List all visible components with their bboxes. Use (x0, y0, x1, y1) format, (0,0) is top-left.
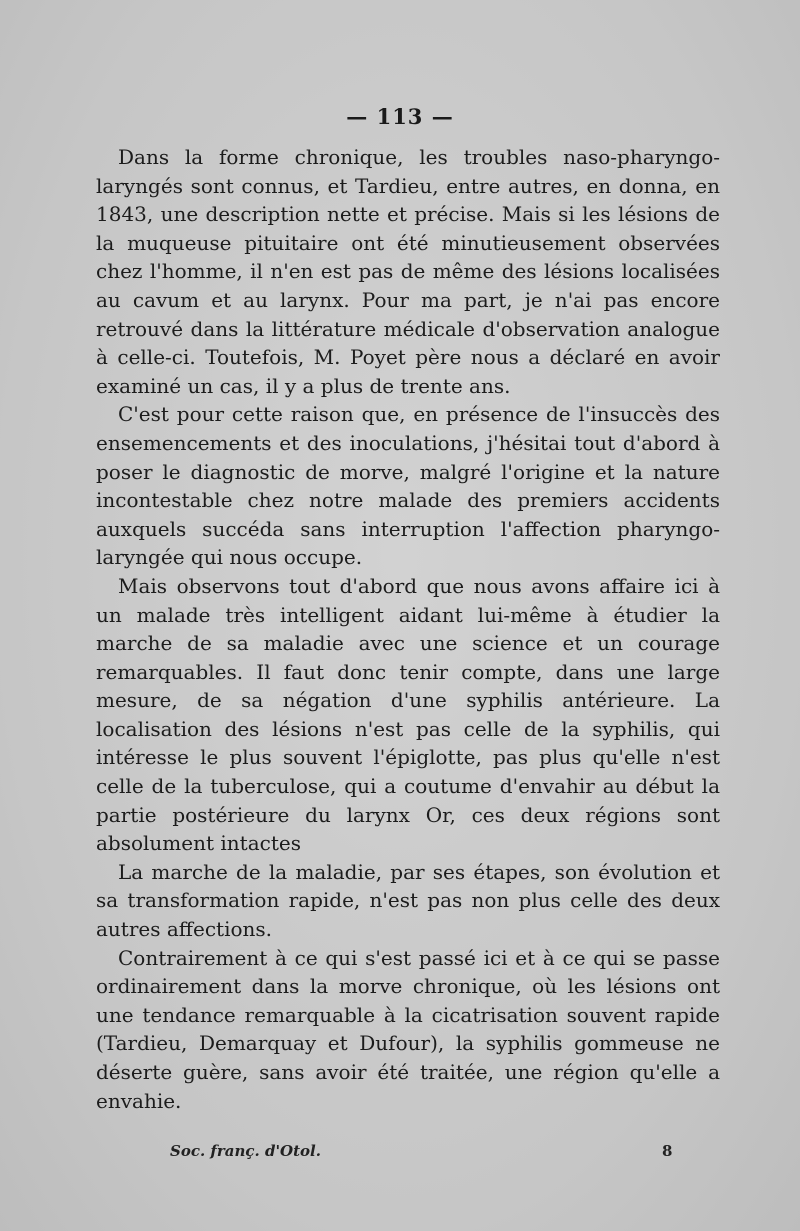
paragraph-4: La marche de la maladie, par ses étapes, son évolution et sa transformation rapide, n'est pas non plus celle des deux autres affections. (96, 859, 720, 942)
paragraph-3: Mais observons tout d'abord que nous avons affaire ici à un malade très intelligent aidant lui-même à étudier la marche de sa maladie avec une science et un courage remarquables. Il faut donc tenir compte, dans une large mesure, de sa négation d'une syphilis antérieure. La localisation des lésions n'est pas celle de la syphilis, qui intéresse le plus souvent l'épiglotte, pas plus qu'elle n'est celle de la tuberculose, qui a coutume d'envahir au début la partie postérieure du larynx Or, ces deux régions sont absolument intactes (96, 573, 720, 856)
paragraph-2: C'est pour cette raison que, en présence de l'insuccès des ensemencements et des inoculations, j'hésitai tout d'abord à poser le diagnostic de morve, malgré l'origine et la nature incontestable chez notre malade des premiers accidents auxquels succéda sans interruption l'affection pharyngo-laryngée qui nous occupe. (96, 402, 720, 570)
paragraph-1: Dans la forme chronique, les troubles naso-pharyngo-laryngés sont connus, et Tardieu, entre autres, en donna, en 1843, une description nette et précise. Mais si les lésions de la muqueuse pituitaire ont été minutieusement observées chez l'homme, il n'en est pas de même des lésions localisées au cavum et au larynx. Pour ma part, je n'ai pas encore retrouvé dans la littérature médicale d'observation analogue à celle-ci. Toutefois, M. Poyet père nous a déclaré en avoir examiné un cas, il y a plus de trente ans. (96, 145, 720, 398)
page-number: — 113 — (346, 104, 454, 129)
body-text (96, 143, 720, 1115)
paragraph-5: Contrairement à ce qui s'est passé ici et à ce qui se passe ordinairement dans la morve chronique, où les lésions ont une tendance remarquable à la cicatrisation souvent rapide (Tardieu, Demarquay et Dufour), la syphilis gommeuse ne déserte guère, sans avoir été traitée, une région qu'elle a envahie. (96, 945, 720, 1113)
footer-sheet-number: 8 (662, 1142, 673, 1160)
footer-signature: Soc. franç. d'Otol. (170, 1142, 321, 1160)
